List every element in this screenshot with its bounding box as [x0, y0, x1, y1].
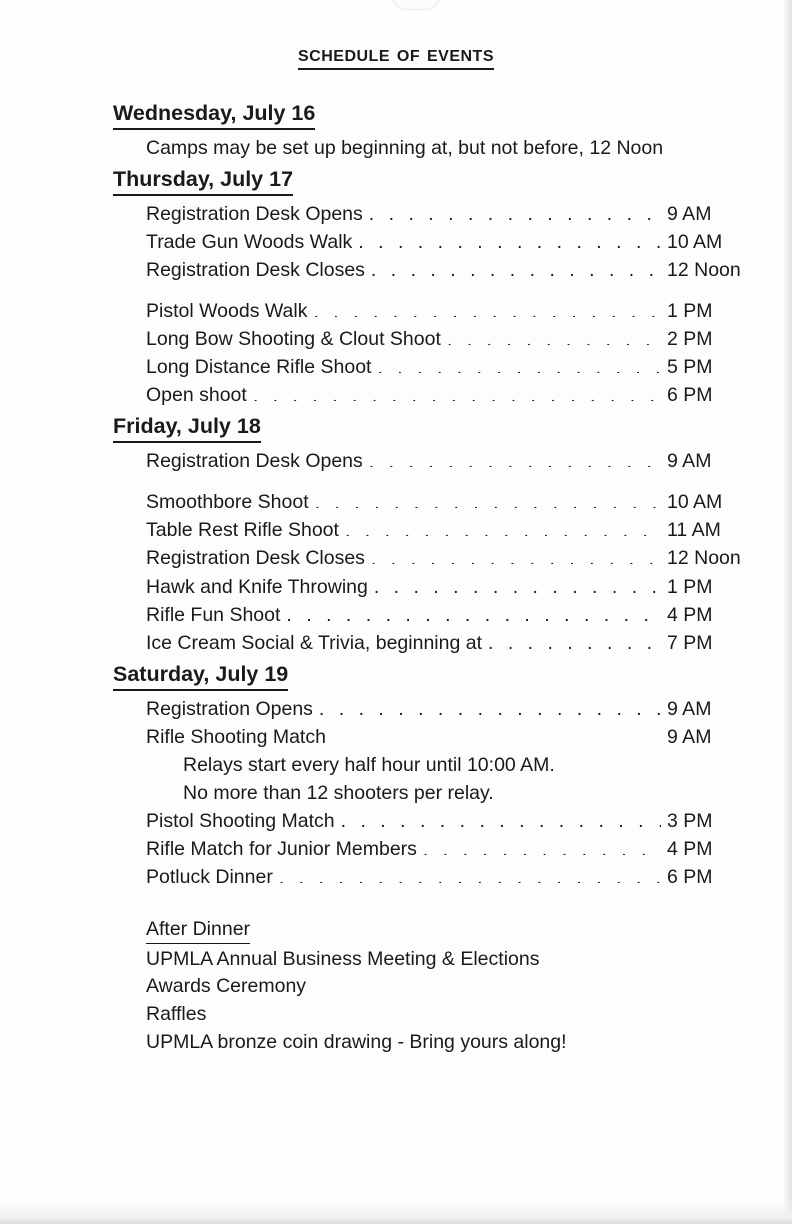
event-name: Rifle Match for Junior Members: [146, 838, 417, 861]
scan-edge-bottom: [0, 1202, 792, 1224]
event-time: 3 PM: [667, 809, 713, 832]
event-name: Registration Opens: [146, 697, 313, 720]
dot-leader: [447, 326, 661, 346]
event-time: 5 PM: [667, 356, 713, 379]
event-name: Registration Desk Closes: [146, 547, 365, 570]
after-dinner-item: UPMLA bronze coin drawing - Bring yours along!: [146, 1030, 567, 1053]
event-note: No more than 12 shooters per relay.: [183, 781, 494, 804]
dot-leader: [332, 723, 661, 743]
event-name: Long Bow Shooting & Clout Shoot: [146, 328, 441, 351]
event-row: [113, 516, 753, 544]
day-heading: Saturday, July 19: [113, 661, 288, 691]
event-row: [113, 200, 753, 228]
dot-leader: [315, 489, 661, 509]
event-row: [113, 297, 753, 325]
event-name: Smoothbore Shoot: [146, 491, 309, 514]
page-title-text: schedule of events: [298, 40, 494, 70]
event-note: Relays start every half hour until 10:00 AM.: [183, 753, 555, 776]
event-time: 4 PM: [667, 603, 713, 626]
event-name: Hawk and Knife Throwing: [146, 575, 368, 598]
day-block: [113, 100, 753, 162]
dot-leader: [253, 382, 661, 402]
day-block: [113, 413, 753, 656]
event-time: 4 PM: [667, 838, 713, 861]
event-row: [113, 134, 753, 162]
event-name: Trade Gun Woods Walk: [146, 230, 353, 253]
event-time: 12 Noon: [667, 547, 741, 570]
event-row: [113, 381, 753, 409]
event-name: Potluck Dinner: [146, 866, 273, 889]
event-row: [113, 723, 753, 751]
event-name: Ice Cream Social & Trivia, beginning at: [146, 631, 482, 654]
dot-leader: [371, 545, 661, 565]
scan-edge-right: [782, 0, 792, 1224]
event-time: 10 AM: [667, 491, 723, 514]
event-time: 1 PM: [667, 300, 713, 323]
event-time: 10 AM: [667, 230, 723, 253]
after-dinner-item: UPMLA Annual Business Meeting & Elections: [146, 947, 540, 970]
event-name: Pistol Shooting Match: [146, 809, 335, 832]
event-time: 2 PM: [667, 328, 713, 351]
event-time: 9 AM: [667, 202, 712, 225]
event-row: [113, 629, 753, 657]
event-row: [113, 573, 753, 601]
dot-leader: [374, 573, 661, 593]
dot-leader: [423, 836, 661, 856]
dot-leader: [313, 298, 661, 318]
event-name: Pistol Woods Walk: [146, 300, 308, 323]
after-dinner-section: [113, 917, 753, 1056]
dot-leader: [279, 864, 661, 884]
event-row: [113, 488, 753, 516]
event-time: 7 PM: [667, 631, 713, 654]
event-row: [113, 447, 753, 475]
page-title: [0, 40, 792, 67]
dot-leader: [286, 601, 661, 621]
event-row: [113, 695, 753, 723]
event-time: 9 AM: [667, 725, 712, 748]
dot-leader: [319, 695, 661, 715]
dot-leader: [341, 807, 661, 827]
event-name: Camps may be set up beginning at, but not before, 12 Noon: [146, 136, 664, 159]
dot-leader: [377, 354, 661, 374]
event-row: [113, 544, 753, 572]
event-row: [113, 601, 753, 629]
day-block: [113, 661, 753, 891]
event-list: [113, 447, 753, 657]
event-time: 9 AM: [667, 450, 712, 473]
dot-leader: [371, 256, 661, 276]
event-row: [113, 353, 753, 381]
after-dinner-item: Raffles: [146, 1002, 207, 1025]
day-block: [113, 166, 753, 409]
event-row: [113, 807, 753, 835]
day-heading: Thursday, July 17: [113, 166, 293, 196]
event-name: Long Distance Rifle Shoot: [146, 356, 372, 379]
dot-leader: [369, 448, 661, 468]
event-name: Table Rest Rifle Shoot: [146, 519, 339, 542]
dot-leader: [358, 228, 661, 248]
dot-leader: [488, 629, 661, 649]
event-time: 6 PM: [667, 866, 713, 889]
event-name: Rifle Shooting Match: [146, 725, 326, 748]
event-time: 1 PM: [667, 575, 713, 598]
event-name: Registration Desk Opens: [146, 450, 363, 473]
event-time: 9 AM: [667, 697, 712, 720]
event-list: [113, 134, 753, 162]
event-row: [113, 325, 753, 353]
event-time: 11 AM: [667, 519, 721, 542]
event-name: Registration Desk Opens: [146, 202, 363, 225]
event-row: [113, 256, 753, 284]
event-name: Registration Desk Closes: [146, 258, 365, 281]
event-name: Open shoot: [146, 384, 247, 407]
day-heading: Friday, July 18: [113, 413, 261, 443]
event-row: [113, 863, 753, 891]
event-list: [113, 695, 753, 892]
after-dinner-item: Awards Ceremony: [146, 975, 307, 998]
event-time: 6 PM: [667, 384, 713, 407]
event-row: [113, 228, 753, 256]
schedule-content: [113, 100, 753, 1056]
event-list: [113, 200, 753, 410]
event-row: [113, 835, 753, 863]
days-container: [113, 100, 753, 891]
scan-artifact-notch: [392, 0, 440, 10]
event-name: Rifle Fun Shoot: [146, 603, 281, 626]
after-dinner-heading: After Dinner: [146, 917, 250, 943]
dot-leader: [345, 517, 661, 537]
dot-leader: [369, 200, 661, 220]
event-time: 12 Noon: [667, 258, 741, 281]
day-heading: Wednesday, July 16: [113, 100, 315, 130]
after-dinner-items: [146, 946, 753, 1057]
